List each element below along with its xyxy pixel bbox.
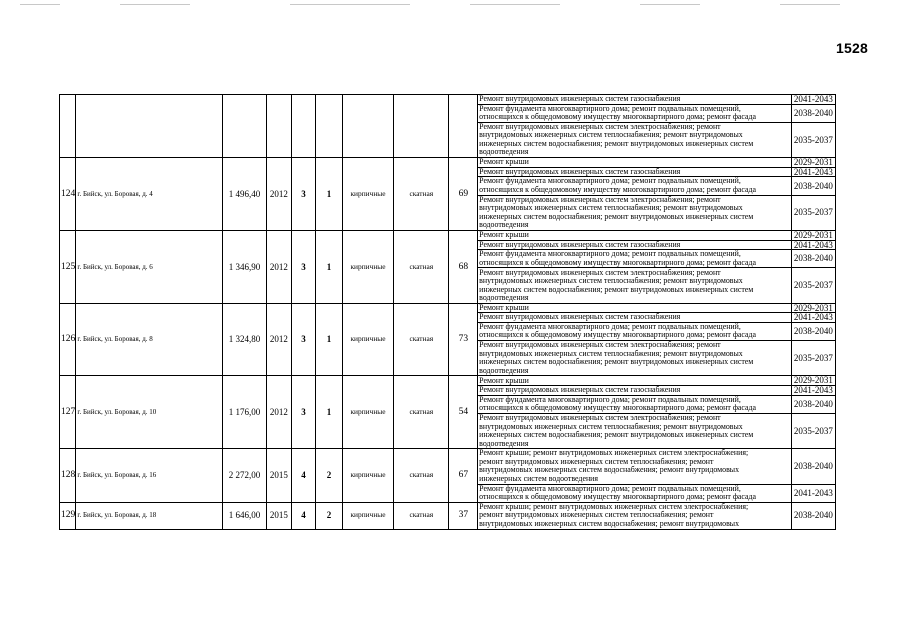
address-cell <box>76 95 223 158</box>
repair-work-line: инженерных систем водоснабжения; ремонт внутридомовых инженерных систем <box>479 284 754 294</box>
floors-cell: 4 <box>291 502 316 529</box>
repair-work-cell <box>478 303 792 313</box>
entrances-cell: 1 <box>316 376 343 449</box>
repair-work-line: инженерных систем водоснабжения; ремонт внутридомовых инженерных систем <box>479 211 754 221</box>
house-number-cell: 126 <box>60 303 76 376</box>
repair-period-cell: 2038-2040 <box>791 177 835 195</box>
total-area-cell: 2 272,00 <box>222 449 266 503</box>
repair-work-cell <box>478 177 792 195</box>
entrances-cell: 1 <box>316 230 343 303</box>
repair-work-line: инженерных систем водоотведения <box>479 473 599 483</box>
entrances-cell <box>316 95 343 158</box>
wall-material-cell <box>342 95 393 158</box>
address-cell: г. Бийск, ул. Боровая, д. 10 <box>76 376 223 449</box>
entrances-cell: 2 <box>316 502 343 529</box>
entrances-cell: 1 <box>316 303 343 376</box>
repair-work-line: внутридомовых инженерных систем теплоснабжения; ремонт внутридомовых <box>479 276 743 285</box>
roof-type-cell: скатная <box>394 502 449 529</box>
repair-work-line: относящихся к общедомовому имуществу многоквартирного дома; ремонт фасада <box>479 257 757 267</box>
repair-work-line: Ремонт крыши <box>479 157 529 167</box>
repair-work-line: Ремонт крыши; ремонт внутридомовых инженерных систем электроснабжения; <box>479 448 749 458</box>
repair-period-cell: 2038-2040 <box>791 250 835 268</box>
repair-work-cell <box>478 104 792 122</box>
repair-work-line: водоотведения <box>479 293 529 302</box>
entrances-cell: 2 <box>316 449 343 503</box>
repair-work-cell <box>478 250 792 268</box>
repair-period-cell: 2041-2043 <box>791 313 835 323</box>
year-cell <box>267 95 292 158</box>
repair-work-cell <box>478 313 792 323</box>
repair-work-cell <box>478 230 792 240</box>
house-number-cell: 125 <box>60 230 76 303</box>
total-area-cell: 1 346,90 <box>222 230 266 303</box>
repair-work-line: Ремонт внутридомовых инженерных систем электроснабжения; ремонт <box>479 267 721 277</box>
repair-work-line: Ремонт внутридомовых инженерных систем газоснабжения <box>479 167 681 176</box>
wall-material-cell: кирпичные <box>342 158 393 231</box>
repair-period-cell: 2041-2043 <box>791 484 835 502</box>
repair-period-cell: 2041-2043 <box>791 240 835 250</box>
page-number: 1528 <box>836 40 868 56</box>
repair-work-line: относящихся к общедомовому имуществу многоквартирного дома; ремонт фасада <box>479 492 757 502</box>
repair-period-cell: 2035-2037 <box>791 195 835 230</box>
roof-type-cell: скатная <box>394 303 449 376</box>
repair-work-cell <box>478 268 792 303</box>
repair-work-line: Ремонт внутридомовых инженерных систем газоснабжения <box>479 94 681 104</box>
repair-work-line: внутридомовых инженерных систем теплоснабжения; ремонт внутридомовых <box>479 130 743 140</box>
repair-work-line: Ремонт фундамента многоквартирного дома; ремонт подвальных помещений, <box>479 395 741 404</box>
repair-work-cell <box>478 484 792 502</box>
apartments-cell: 67 <box>449 449 478 503</box>
repair-work-line: Ремонт крыши <box>479 303 529 312</box>
repair-work-line: относящихся к общедомовому имуществу многоквартирного дома; ремонт фасада <box>479 184 757 194</box>
apartments-cell: 54 <box>449 376 478 449</box>
repair-work-cell <box>478 395 792 413</box>
apartments-cell: 37 <box>449 502 478 529</box>
repair-period-cell: 2041-2043 <box>791 167 835 177</box>
wall-material-cell: кирпичные <box>342 449 393 503</box>
repair-work-cell <box>478 167 792 177</box>
repair-work-line: внутридомовых инженерных систем водоснабжения; ремонт внутридомовых <box>479 518 740 528</box>
repair-work-line: Ремонт крыши; ремонт внутридомовых инженерных систем электроснабжения; <box>479 502 749 511</box>
repair-work-line: внутридомовых инженерных систем водоснабжения; ремонт внутридомовых <box>479 465 740 475</box>
roof-type-cell: скатная <box>394 230 449 303</box>
floors-cell: 3 <box>291 230 316 303</box>
house-number-cell: 129 <box>60 502 76 529</box>
repair-work-line: внутридомовых инженерных систем теплоснабжения; ремонт внутридомовых <box>479 203 743 213</box>
wall-material-cell: кирпичные <box>342 502 393 529</box>
house-number-cell: 128 <box>60 449 76 503</box>
year-cell: 2012 <box>267 230 292 303</box>
apartments-cell: 68 <box>449 230 478 303</box>
repair-work-cell <box>478 95 792 105</box>
repair-work-cell <box>478 413 792 448</box>
repair-work-line: Ремонт крыши <box>479 230 529 239</box>
year-cell: 2012 <box>267 376 292 449</box>
repair-period-cell: 2038-2040 <box>791 502 835 529</box>
repair-work-line: инженерных систем водоснабжения; ремонт внутридомовых инженерных систем <box>479 357 754 367</box>
address-cell: г. Бийск, ул. Боровая, д. 4 <box>76 158 223 231</box>
repair-period-cell: 2029-2031 <box>791 303 835 313</box>
repair-work-line: ремонт внутридомовых инженерных систем теплоснабжения; ремонт <box>479 456 714 466</box>
table-row <box>60 158 836 168</box>
house-number-cell <box>60 95 76 158</box>
repair-work-line: Ремонт внутридомовых инженерных систем газоснабжения <box>479 240 681 249</box>
repair-period-cell: 2038-2040 <box>791 104 835 122</box>
repair-work-line: Ремонт фундамента многоквартирного дома; ремонт подвальных помещений, <box>479 104 741 113</box>
repair-work-line: внутридомовых инженерных систем теплоснабжения; ремонт внутридомовых <box>479 348 743 358</box>
address-cell: г. Бийск, ул. Боровая, д. 6 <box>76 230 223 303</box>
repair-work-line: ремонт внутридомовых инженерных систем теплоснабжения; ремонт <box>479 510 714 520</box>
repair-work-line: Ремонт внутридомовых инженерных систем газоснабжения <box>479 385 681 395</box>
table-row <box>60 449 836 484</box>
repair-work-line: Ремонт фундамента многоквартирного дома; ремонт подвальных помещений, <box>479 176 741 186</box>
roof-type-cell <box>394 95 449 158</box>
apartments-cell <box>449 95 478 158</box>
repair-period-cell: 2029-2031 <box>791 158 835 168</box>
repair-work-line: Ремонт фундамента многоквартирного дома; ремонт подвальных помещений, <box>479 484 741 493</box>
repair-work-line: Ремонт внутридомовых инженерных систем электроснабжения; ремонт <box>479 340 721 350</box>
year-cell: 2012 <box>267 303 292 376</box>
total-area-cell: 1 646,00 <box>222 502 266 529</box>
repair-work-cell <box>478 322 792 340</box>
year-cell: 2015 <box>267 502 292 529</box>
repair-work-cell <box>478 502 792 529</box>
repair-work-cell <box>478 449 792 484</box>
scan-artifact <box>0 2 904 8</box>
repair-period-cell: 2038-2040 <box>791 322 835 340</box>
repair-work-line: Ремонт внутридомовых инженерных систем электроснабжения; ремонт <box>479 122 721 131</box>
apartments-cell: 69 <box>449 158 478 231</box>
repair-work-cell <box>478 341 792 376</box>
repair-work-line: относящихся к общедомовому имуществу многоквартирного дома; ремонт фасада <box>479 112 757 122</box>
apartments-cell: 73 <box>449 303 478 376</box>
repair-period-cell: 2038-2040 <box>791 395 835 413</box>
floors-cell <box>291 95 316 158</box>
floors-cell: 4 <box>291 449 316 503</box>
repair-work-cell <box>478 158 792 168</box>
roof-type-cell: скатная <box>394 449 449 503</box>
repair-work-line: Ремонт внутридомовых инженерных систем электроснабжения; ремонт <box>479 413 721 423</box>
house-number-cell: 127 <box>60 376 76 449</box>
repair-work-cell <box>478 195 792 230</box>
table-row <box>60 230 836 240</box>
table-row <box>60 303 836 313</box>
repair-work-line: водоотведения <box>479 438 529 448</box>
floors-cell: 3 <box>291 158 316 231</box>
repair-work-cell <box>478 386 792 396</box>
repair-work-cell <box>478 122 792 157</box>
table-row <box>60 95 836 105</box>
total-area-cell <box>222 95 266 158</box>
repair-work-line: Ремонт фундамента многоквартирного дома; ремонт подвальных помещений, <box>479 322 741 331</box>
roof-type-cell: скатная <box>394 158 449 231</box>
repair-work-line: водоотведения <box>479 365 529 375</box>
floors-cell: 3 <box>291 376 316 449</box>
total-area-cell: 1 324,80 <box>222 303 266 376</box>
repair-work-cell <box>478 376 792 386</box>
repair-period-cell: 2041-2043 <box>791 95 835 105</box>
repair-period-cell: 2029-2031 <box>791 376 835 386</box>
housing-repair-schedule-table <box>59 94 836 530</box>
repair-work-line: инженерных систем водоснабжения; ремонт внутридомовых инженерных систем <box>479 138 754 148</box>
roof-type-cell: скатная <box>394 376 449 449</box>
table-row <box>60 376 836 386</box>
repair-work-line: водоотведения <box>479 147 529 157</box>
total-area-cell: 1 176,00 <box>222 376 266 449</box>
repair-work-line: относящихся к общедомовому имуществу многоквартирного дома; ремонт фасада <box>479 403 757 413</box>
repair-period-cell: 2035-2037 <box>791 122 835 157</box>
repair-work-line: Ремонт внутридомовых инженерных систем газоснабжения <box>479 312 681 322</box>
repair-period-cell: 2041-2043 <box>791 386 835 396</box>
address-cell: г. Бийск, ул. Боровая, д. 16 <box>76 449 223 503</box>
address-cell: г. Бийск, ул. Боровая, д. 18 <box>76 502 223 529</box>
wall-material-cell: кирпичные <box>342 303 393 376</box>
repair-work-line: Ремонт внутридомовых инженерных систем электроснабжения; ремонт <box>479 195 721 204</box>
repair-work-line: Ремонт фундамента многоквартирного дома; ремонт подвальных помещений, <box>479 249 741 259</box>
repair-work-line: водоотведения <box>479 220 529 230</box>
repair-work-line: Ремонт крыши <box>479 375 529 385</box>
repair-period-cell: 2038-2040 <box>791 449 835 484</box>
table-body <box>60 95 836 530</box>
repair-work-line: внутридомовых инженерных систем теплоснабжения; ремонт внутридомовых <box>479 421 743 431</box>
year-cell: 2012 <box>267 158 292 231</box>
wall-material-cell: кирпичные <box>342 230 393 303</box>
house-number-cell: 124 <box>60 158 76 231</box>
total-area-cell: 1 496,40 <box>222 158 266 231</box>
repair-period-cell: 2035-2037 <box>791 341 835 376</box>
entrances-cell: 1 <box>316 158 343 231</box>
year-cell: 2015 <box>267 449 292 503</box>
floors-cell: 3 <box>291 303 316 376</box>
table-row <box>60 502 836 529</box>
repair-period-cell: 2035-2037 <box>791 413 835 448</box>
repair-period-cell: 2029-2031 <box>791 230 835 240</box>
wall-material-cell: кирпичные <box>342 376 393 449</box>
repair-work-cell <box>478 240 792 250</box>
repair-work-line: инженерных систем водоснабжения; ремонт внутридомовых инженерных систем <box>479 430 754 440</box>
repair-period-cell: 2035-2037 <box>791 268 835 303</box>
address-cell: г. Бийск, ул. Боровая, д. 8 <box>76 303 223 376</box>
repair-work-line: относящихся к общедомовому имуществу многоквартирного дома; ремонт фасада <box>479 330 757 340</box>
